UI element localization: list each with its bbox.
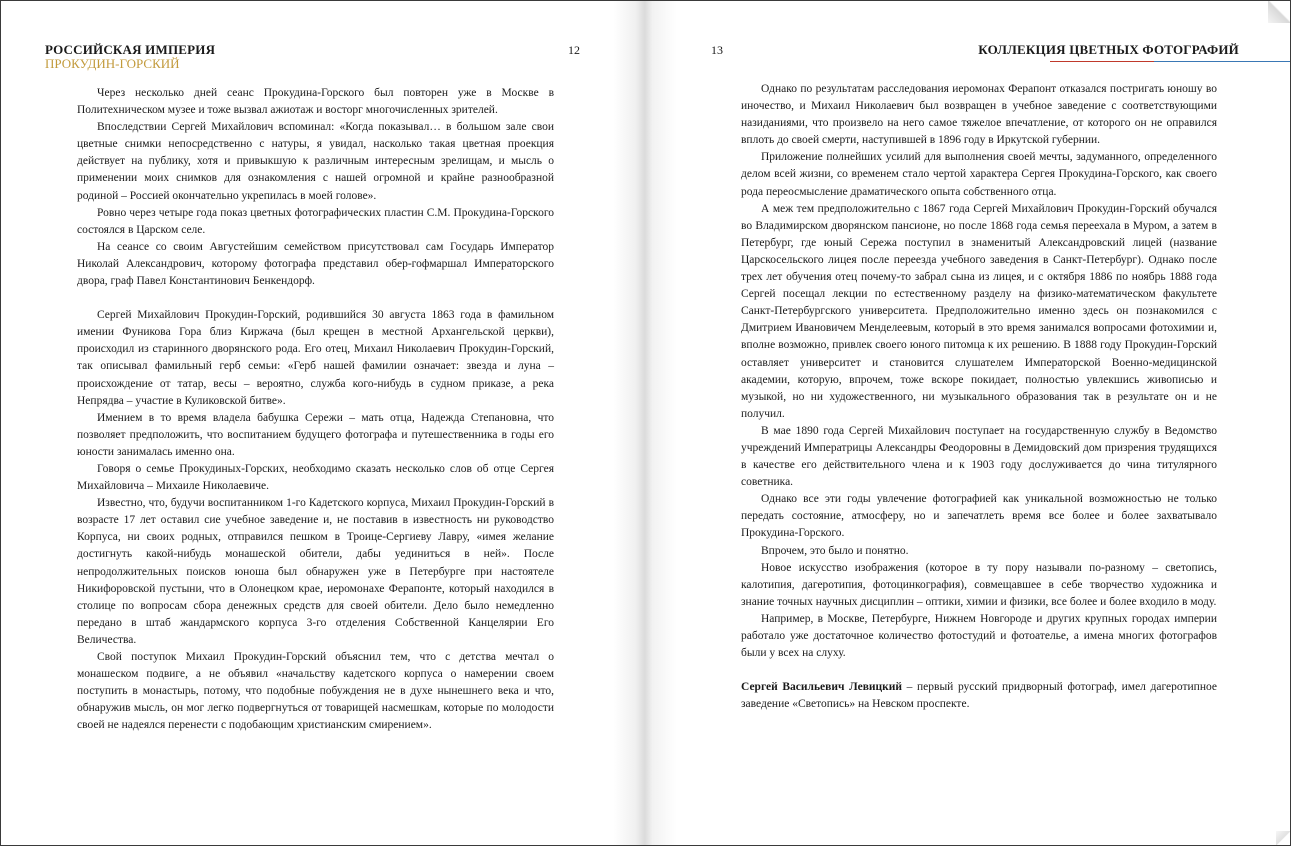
page-number-right: 13	[711, 43, 723, 57]
paragraph: В мае 1890 года Сергей Михайлович поступает на государственную службу в Ведомство учреждений Императрицы Александры Феодоровны в Демидовский дом призрения трудящихся в качестве его действительного члена и к 1903 году дослуживается до чина титулярного советника.	[741, 424, 1217, 489]
footnote-name: Сергей Васильевич Левицкий	[741, 681, 903, 694]
left-body-text	[77, 85, 554, 734]
right-page	[645, 1, 1290, 845]
header-rule-blue	[1154, 61, 1290, 62]
paragraph: Приложение полнейших усилий для выполнения своей мечты, задуманного, определенного делом всей жизни, со временем стало чертой характера Сергея Прокудина-Горского, как своего рода переосмысление драматического опыта собственного отца.	[741, 151, 1217, 198]
running-title-left: РОССИЙСКАЯ ИМПЕРИЯ	[45, 42, 216, 57]
running-title-right: КОЛЛЕКЦИЯ ЦВЕТНЫХ ФОТОГРАФИЙ	[978, 42, 1239, 57]
paragraph: Например, в Москве, Петербурге, Нижнем Новгороде и других крупных городах империи работало уже достаточное количество фотостудий и фотоателье, а имена многих фотографов были у всех на слуху.	[741, 612, 1217, 660]
paragraph: А меж тем предположительно с 1867 года Сергей Михайлович Прокудин-Горский обучался во Владимирском дворянском пансионе, но после 1868 года семья переехала в Муром, а затем в Петербург, где юный Сережа поступил в знаменитый Александровский лицей (название Царскосельского лицея после переезда учебного заведения в Санкт-Петербург). Однако после трех лет обучения отец почему-то забрал сына из лицея, и с октября 1886 по ноябрь 1888 года Сергей посещал лекции по естественному разделу на физико-математическом факультете Санкт-Петербургского университета. Предположительно именно здесь он познакомился с Дмитрием Ивановичем Менделеевым, который в это время занимался вопросами фотохимии и, вполне возможно, привлек своего юного питомца к их решению. В 1888 году Прокудин-Горский оставляет университет и становится слушателем Императорской Военно-медицинской академии, которую, впрочем, тоже вскоре покидает, полностью увлекшись живописью и музыкой, но ни художественного, ни музыкального образования так в результате он и не получил.	[741, 202, 1217, 420]
paragraph: Известно, что, будучи воспитанником 1-го Кадетского корпуса, Михаил Прокудин-Горский в возрасте 17 лет оставил сие учебное заведение и, не поставив в известность ни руководство Корпуса, ни своих родных, отправился пешком в Троице-Сергиеву Лавру, «имея желание достигнуть какой-нибудь монашеской обители, дабы уединиться в ней». После непродолжительных поисков юноша был обнаружен уже в Петербурге при настоятеле Никифоровской пустыни, что в Олонецком крае, иеромонахе Ферапонте, который находился в столице по вопросам сбора денежных средств для своей обители. Дело было немедленно передано в штаб жандармского корпуса 3-го отделения Собственной Канцелярии Его Величества.	[77, 497, 554, 646]
paragraph: Новое искусство изображения (которое в ту пору называли по-разному – светопись, калотипия, дагеротипия, фотоцинкография), совмещавшее в себе творчество художника и знание точных научных дисциплин – оптики, химии и физики, все более и более входило в моду.	[741, 561, 1217, 608]
paragraph: Свой поступок Михаил Прокудин-Горский объяснил тем, что с детства мечтал о монашеском подвиге, а не объявил «начальству кадетского корпуса о намерении своем поступить в монастырь, потому, что подобные побуждения не в духе нынешнего века и что, обнаружив мысль, он мог легко подвергнуться от товарищей насмешкам, которые по молодости своей не надеялся перенести с подобающим христианским смирением».	[77, 651, 554, 732]
paragraph: Сергей Михайлович Прокудин-Горский, родившийся 30 августа 1863 года в фамильном имении Фуникова Гора близ Киржача (был крещен в местной Архангельской церкви), происходил из старинного дворянского рода. Его отец, Михаил Николаевич Прокудин-Горский, так описывал фамильный герб семьи: «Герб нашей фамилии означает: звезда и луна – происхождение от татар, весы – вероятно, служба кого-нибудь в судном приказе, а река Непрядва – участие в Куликовской битве».	[77, 309, 554, 407]
paragraph: Имением в то время владела бабушка Сережи – мать отца, Надежда Степановна, что позволяет предположить, что воспитанием будущего фотографа и путешественника в годы его юности занималась именно она.	[77, 411, 554, 458]
paragraph: Ровно через четыре года показ цветных фотографических пластин С.М. Прокудина-Горского состоялся в Царском селе.	[77, 206, 554, 236]
right-body-text	[741, 81, 1217, 713]
page-corner-curl	[1268, 1, 1290, 23]
paragraph: Однако все эти годы увлечение фотографией как уникальной возможностью не только передать состояние, атмосферу, но и запечатлеть время все более и более захватывало Прокудина-Горского.	[741, 493, 1217, 540]
paragraph: Говоря о семье Прокудиных-Горских, необходимо сказать несколько слов об отце Сергея Михайловича – Михаиле Николаевиче.	[77, 462, 554, 493]
paragraph: Однако по результатам расследования иеромонах Ферапонт отказался постригать юношу во иночество, и Михаил Николаевич был возвращен в учебное заведение с соответствующими назиданиями, что произвело на него самое тяжелое впечатление, от которого он не оправился вплоть до своей смерти, наступившей в 1896 году в Иркутской губернии.	[741, 83, 1217, 147]
footnote-text: – первый русский придворный фотограф, имел дагеротипное заведение «Светопись» на Невском проспекте.	[741, 681, 1217, 711]
paragraph: Впоследствии Сергей Михайлович вспоминал: «Когда показывал… в большом зале свои цветные снимки непосредственно с натуры, я увидал, насколько такая цветная проекция действует на публику, хотя и привыкшую к различным интересным зрелищам, и мысль о применении моих снимков для ознакомления с нашей огромной и крайне разнообразной родиной – Россией окончательно укрепилась в моей голове».	[77, 121, 554, 202]
paragraph: Впрочем, это было и понятно.	[761, 544, 909, 557]
footnote	[741, 679, 1217, 713]
header-rule-red	[1050, 61, 1154, 62]
left-page	[1, 1, 645, 845]
paragraph: На сеансе со своим Августейшим семейством присутствовал сам Государь Император Николай Александрович, которому фотографа представил обер-гофмаршал Императорского двора, граф Павел Константинович Бенкендорф.	[77, 240, 554, 288]
page-number-left: 12	[568, 43, 580, 57]
running-subtitle-left: ПРОКУДИН-ГОРСКИЙ	[45, 56, 180, 71]
paragraph: Через несколько дней сеанс Прокудина-Горского был повторен уже в Москве в Политехническом музее и тоже вызвал ажиотаж и восторг многочисленных зрителей.	[77, 87, 554, 117]
page-corner-curl-bottom	[1276, 831, 1290, 845]
